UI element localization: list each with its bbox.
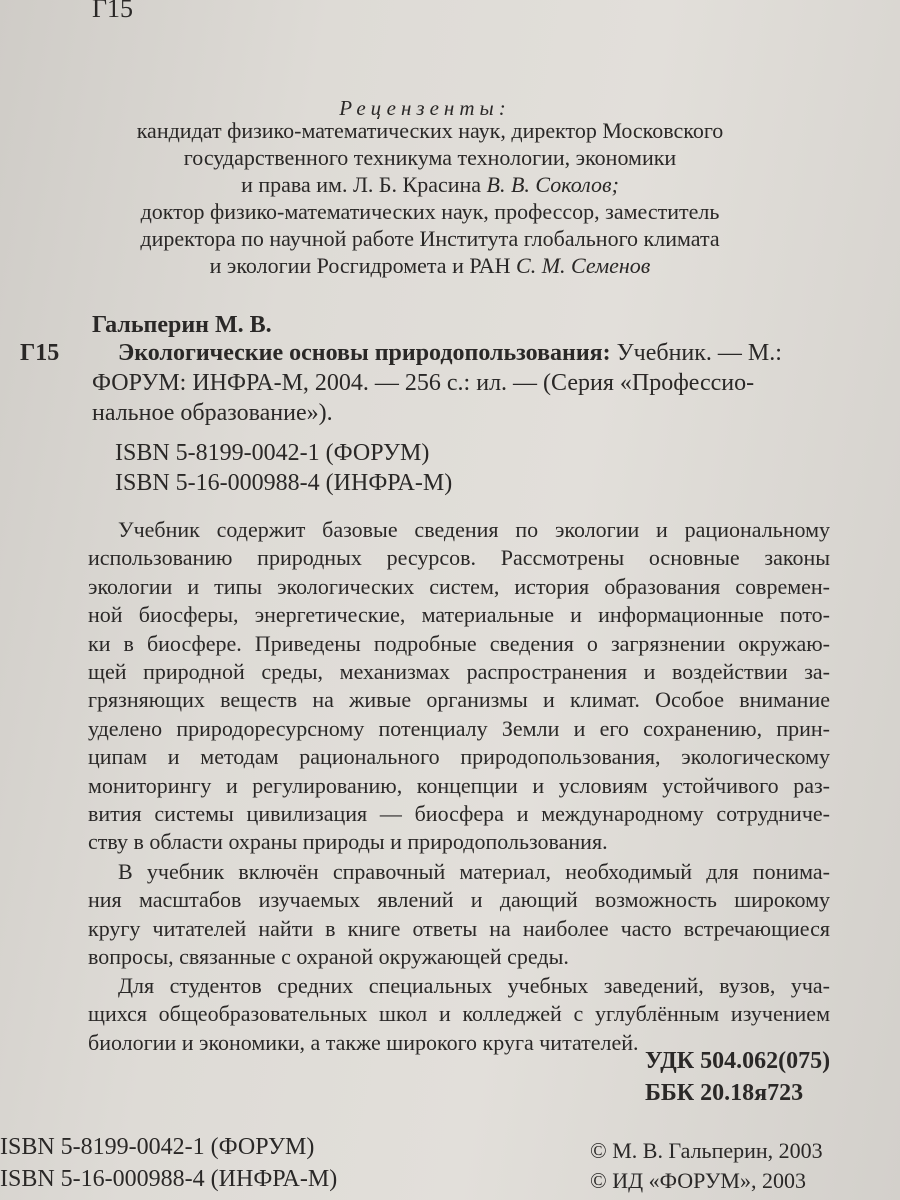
abstract-line: кругу читателей найти в книге ответы на наиболее часто встречающиеся [88, 915, 830, 941]
abstract-line: биологии и экономики, а также широкого круга читателей. [88, 1029, 639, 1055]
bibliographic-line-1: Экологические основы природопользования: Учебник. — М.: [118, 340, 782, 366]
top-classification-code: Г15 [92, 0, 134, 23]
abstract-line: использованию природных ресурсов. Рассмотрены основные законы [88, 545, 830, 571]
isbn-forum: ISBN 5-8199-0042-1 (ФОРУМ) [115, 440, 430, 466]
abstract-paragraph-1 [88, 516, 830, 857]
copyright-author: © М. В. Гальперин, 2003 [590, 1138, 823, 1163]
abstract-line: уделено природоресурсному потенциалу Земли и его сохранению, прин- [88, 715, 830, 741]
abstract-line: В учебник включён справочный материал, необходимый для понима- [118, 859, 830, 884]
abstract-paragraph-3 [88, 972, 830, 1057]
bibliographic-line-2: ФОРУМ: ИНФРА-М, 2004. — 256 с.: ил. — (Серия «Профессио- [92, 370, 755, 396]
reviewers-title: Рецензенты: [339, 96, 511, 120]
udc-code: УДК 504.062(075) [645, 1048, 831, 1074]
abstract-line: Для студентов средних специальных учебных заведений, вузов, уча- [118, 973, 830, 998]
abstract-line: ния масштабов изучаемых явлений и дающий возможность широкому [88, 887, 830, 913]
abstract-line: экологии и типы экологических систем, история образования современ- [88, 573, 830, 599]
abstract-line: вития системы цивилизация — биосфера и международному сотрудниче- [88, 801, 830, 827]
abstract-line: Учебник содержит базовые сведения по экологии и рациональному [118, 517, 830, 542]
abstract-line: ной биосферы, энергетические, материальные и информационные пото- [88, 602, 830, 628]
bbk-code: ББК 20.18я723 [645, 1080, 804, 1106]
abstract-line: щей природной среды, механизмах распространения и воздействии за- [88, 659, 830, 685]
abstract-line: ки в биосфере. Приведены подробные сведения о загрязнении окружаю- [88, 630, 830, 656]
abstract-line: щихся общеобразовательных школ и колледжей с углублённым изучением [88, 1001, 830, 1027]
copyright-publisher: © ИД «ФОРУМ», 2003 [590, 1168, 806, 1193]
isbn-infra: ISBN 5-16-000988-4 (ИНФРА-М) [115, 470, 453, 496]
reviewer-line: и права им. Л. Б. Красина В. В. Соколов; [241, 172, 619, 197]
abstract-line: ципам и методам рационального природопользования, экологическому [88, 744, 830, 770]
abstract-line: мониторингу и регулированию, концепции и условиям устойчивого раз- [88, 772, 830, 798]
reviewer-line: и экологии Росгидромета и РАН С. М. Семенов [209, 253, 651, 278]
abstract-paragraph-2 [88, 858, 830, 972]
reviewer-line: директора по научной работе Института глобального климата [140, 226, 720, 251]
side-classification-code: Г15 [20, 340, 60, 366]
author-name: Гальперин М. В. [92, 312, 272, 338]
isbn-bottom-infra: ISBN 5-16-000988-4 (ИНФРА-М) [0, 1166, 338, 1192]
abstract-line: ству в области охраны природы и природопользования. [88, 829, 608, 855]
reviewer-line: доктор физико-математических наук, профессор, заместитель [140, 199, 720, 224]
isbn-bottom-forum: ISBN 5-8199-0042-1 (ФОРУМ) [0, 1134, 315, 1160]
reviewer-line: кандидат физико-математических наук, директор Московского [136, 118, 724, 143]
abstract-line: грязняющих веществ на живые организмы и климат. Особое внимание [88, 687, 830, 713]
abstract-line: вопросы, связанные с охраной окружающей среды. [88, 944, 569, 970]
reviewer-line: государственного техникума технологии, экономики [183, 145, 677, 170]
bibliographic-line-3: нальное образование»). [92, 400, 333, 426]
